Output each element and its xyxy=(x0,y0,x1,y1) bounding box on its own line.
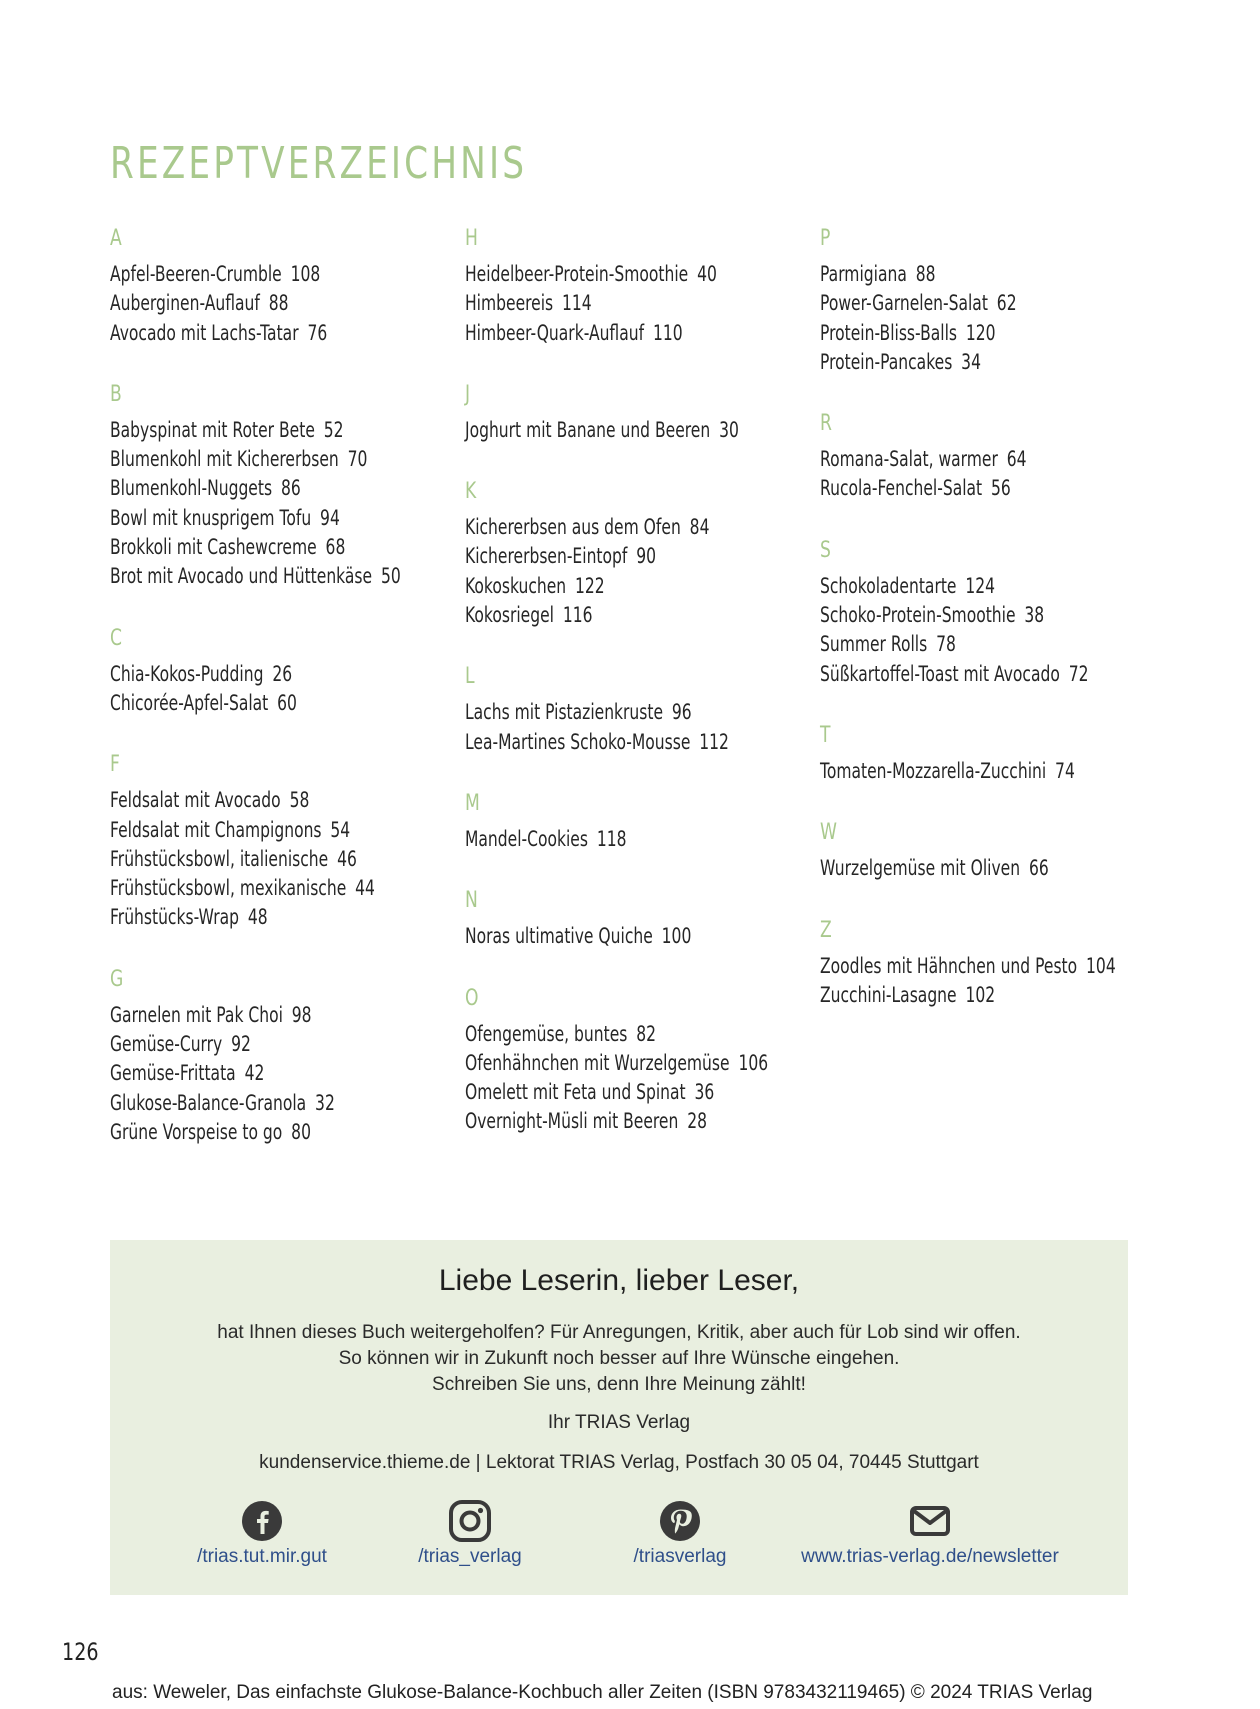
recipe-page: 38 xyxy=(1024,603,1045,628)
recipe-name: Protein-Bliss-Balls xyxy=(820,320,957,345)
index-section xyxy=(465,660,805,757)
recipe-page: 110 xyxy=(652,320,683,345)
recipe-page: 46 xyxy=(337,846,357,871)
recipe-page: 74 xyxy=(1055,758,1075,783)
recipe-page: 120 xyxy=(965,320,996,345)
recipe-page: 40 xyxy=(697,262,717,286)
section-letter: Z xyxy=(820,917,832,943)
section-letter: G xyxy=(110,966,124,992)
recipe-page: 44 xyxy=(355,876,375,901)
recipe-name: Bowl mit knusprigem Tofu xyxy=(110,505,312,530)
recipe-name: Grüne Vorspeise to go xyxy=(110,1119,283,1144)
index-section xyxy=(820,719,1160,786)
index-section xyxy=(465,222,805,348)
recipe-page: 116 xyxy=(562,603,593,628)
recipe-page: 28 xyxy=(687,1109,708,1134)
recipe-name: Zucchini-Lasagne xyxy=(820,982,957,1007)
index-section xyxy=(465,378,805,445)
index-section xyxy=(465,475,805,630)
recipe-name: Süßkartoffel-Toast mit Avocado xyxy=(820,661,1060,686)
info-line: So können wir in Zukunft noch besser auf Ihre Wünsche eingehen. xyxy=(338,1348,900,1369)
recipe-entry xyxy=(110,1118,362,1147)
recipe-name: Omelett mit Feta und Spinat xyxy=(465,1080,686,1105)
recipe-entry xyxy=(110,562,401,591)
recipe-page: 30 xyxy=(719,417,739,442)
recipe-page: 62 xyxy=(996,291,1017,316)
recipe-entry xyxy=(110,319,362,348)
recipe-page: 96 xyxy=(671,700,692,725)
index-section xyxy=(110,222,450,348)
recipe-name: Ofenhähnchen mit Wurzelgemüse xyxy=(465,1050,730,1075)
recipe-page: 32 xyxy=(315,1090,335,1115)
recipe-page: 26 xyxy=(272,661,293,686)
recipe-page: 94 xyxy=(320,505,340,530)
index-section xyxy=(465,982,805,1137)
recipe-page: 122 xyxy=(575,573,605,598)
section-letter: M xyxy=(465,790,480,816)
recipe-name: Joghurt mit Banane und Beeren xyxy=(465,417,711,442)
recipe-name: Frühstücksbowl, italienische xyxy=(110,846,329,871)
index-section xyxy=(110,748,450,932)
recipe-entry xyxy=(465,319,717,348)
recipe-page: 80 xyxy=(291,1119,311,1144)
recipe-entry xyxy=(465,1020,717,1049)
recipe-name: Kichererbsen aus dem Ofen xyxy=(465,515,681,540)
recipe-entry xyxy=(110,903,362,932)
recipe-entry xyxy=(110,816,362,845)
mail-icon xyxy=(909,1500,951,1542)
recipe-page: 54 xyxy=(330,817,351,842)
recipe-entry xyxy=(110,445,368,474)
recipe-entry xyxy=(820,952,1116,981)
recipe-entry xyxy=(110,660,362,689)
recipe-entry xyxy=(110,845,362,874)
recipe-name: Kichererbsen-Eintopf xyxy=(465,544,628,569)
info-signature: Ihr TRIAS Verlag xyxy=(547,1412,691,1433)
recipe-entry xyxy=(820,630,1072,659)
recipe-entry xyxy=(820,981,1072,1010)
recipe-entry xyxy=(465,542,717,571)
recipe-page: 112 xyxy=(699,729,729,754)
recipe-name: Himbeereis xyxy=(465,291,554,316)
recipe-entry xyxy=(820,601,1072,630)
newsletter-link[interactable]: www.trias-verlag.de/newsletter xyxy=(801,1546,1059,1567)
recipe-entry xyxy=(820,474,1072,503)
recipe-name: Brot mit Avocado und Hüttenkäse xyxy=(110,564,373,589)
instagram-icon xyxy=(449,1500,491,1542)
social-newsletter[interactable] xyxy=(780,1500,1080,1568)
recipe-entry xyxy=(465,260,717,289)
recipe-entry xyxy=(110,260,362,289)
pinterest-link[interactable]: /triasverlag xyxy=(633,1546,727,1567)
recipe-name: Chicorée-Apfel-Salat xyxy=(110,690,269,715)
section-letter: T xyxy=(820,722,831,748)
recipe-name: Romana-Salat, warmer xyxy=(820,447,998,472)
recipe-entry xyxy=(110,474,362,503)
recipe-name: Kokoskuchen xyxy=(465,573,567,598)
recipe-entry xyxy=(110,1059,362,1088)
recipe-entry xyxy=(465,513,717,542)
recipe-entry xyxy=(465,416,739,445)
recipe-entry xyxy=(465,728,729,757)
recipe-entry xyxy=(820,445,1072,474)
info-line: Schreiben Sie uns, denn Ihre Meinung zählt! xyxy=(432,1374,806,1395)
recipe-name: Schoko-Protein-Smoothie xyxy=(820,603,1016,628)
recipe-page: 66 xyxy=(1028,856,1049,881)
index-section xyxy=(820,816,1160,883)
index-section xyxy=(110,622,450,719)
recipe-name: Chia-Kokos-Pudding xyxy=(110,661,264,686)
recipe-name: Rucola-Fenchel-Salat xyxy=(820,476,983,501)
recipe-entry xyxy=(465,922,717,951)
recipe-name: Mandel-Cookies xyxy=(465,826,588,851)
recipe-page: 50 xyxy=(380,564,401,589)
recipe-name: Frühstücks-Wrap xyxy=(110,905,240,930)
recipe-entry xyxy=(465,289,717,318)
section-letter: J xyxy=(465,381,471,407)
recipe-name: Apfel-Beeren-Crumble xyxy=(110,262,282,286)
recipe-name: Garnelen mit Pak Choi xyxy=(110,1002,283,1027)
recipe-name: Summer Rolls xyxy=(820,632,928,657)
index-section xyxy=(820,914,1160,1011)
recipe-entry xyxy=(110,786,362,815)
recipe-entry xyxy=(110,1089,362,1118)
recipe-entry xyxy=(465,601,717,630)
recipe-entry xyxy=(465,572,717,601)
recipe-entry xyxy=(465,1049,769,1078)
recipe-name: Himbeer-Quark-Auflauf xyxy=(465,320,645,345)
section-letter: A xyxy=(110,226,122,251)
recipe-name: Brokkoli mit Cashewcreme xyxy=(110,535,317,560)
index-column-2 xyxy=(465,222,805,1167)
recipe-entry xyxy=(820,348,1072,377)
index-column-1 xyxy=(110,222,450,1177)
recipe-name: Schokoladentarte xyxy=(820,573,957,598)
recipe-page: 60 xyxy=(277,690,297,715)
recipe-page: 88 xyxy=(915,262,936,286)
recipe-name: Feldsalat mit Avocado xyxy=(110,788,281,813)
recipe-entry xyxy=(820,660,1089,689)
recipe-entry xyxy=(110,689,362,718)
recipe-name: Frühstücksbowl, mexikanische xyxy=(110,876,347,901)
recipe-entry xyxy=(110,533,362,562)
recipe-page: 90 xyxy=(636,544,657,569)
index-section xyxy=(465,787,805,854)
recipe-entry xyxy=(820,854,1072,883)
recipe-page: 100 xyxy=(661,924,692,949)
index-section xyxy=(110,378,450,592)
recipe-entry xyxy=(820,319,1072,348)
social-pinterest[interactable] xyxy=(580,1500,780,1568)
recipe-page: 56 xyxy=(991,476,1011,501)
recipe-entry xyxy=(110,1030,362,1059)
recipe-entry xyxy=(820,572,1072,601)
recipe-page: 52 xyxy=(323,417,344,442)
recipe-entry xyxy=(465,698,717,727)
recipe-name: Glukose-Balance-Granola xyxy=(110,1090,307,1115)
recipe-entry xyxy=(465,1078,717,1107)
recipe-entry xyxy=(820,289,1072,318)
recipe-name: Auberginen-Auflauf xyxy=(110,291,260,316)
recipe-page: 92 xyxy=(231,1032,251,1057)
recipe-name: Wurzelgemüse mit Oliven xyxy=(820,856,1021,881)
recipe-name: Heidelbeer-Protein-Smoothie xyxy=(465,262,689,286)
info-text xyxy=(110,1320,1128,1398)
facebook-link[interactable]: /trias.tut.mir.gut xyxy=(197,1546,327,1567)
recipe-entry xyxy=(820,757,1075,786)
section-letter: H xyxy=(465,226,478,251)
recipe-name: Lachs mit Pistazienkruste xyxy=(465,700,664,725)
recipe-name: Babyspinat mit Roter Bete xyxy=(110,417,315,442)
recipe-name: Power-Garnelen-Salat xyxy=(820,291,988,316)
recipe-name: Lea-Martines Schoko-Mousse xyxy=(465,729,691,754)
index-section xyxy=(820,407,1160,504)
recipe-entry xyxy=(110,289,362,318)
recipe-name: Blumenkohl mit Kichererbsen xyxy=(110,447,339,472)
recipe-page: 64 xyxy=(1006,447,1027,472)
index-section xyxy=(820,534,1160,689)
recipe-entry xyxy=(465,1107,717,1136)
recipe-name: Ofengemüse, buntes xyxy=(465,1021,628,1046)
recipe-entry xyxy=(110,874,375,903)
index-section xyxy=(820,222,1160,377)
recipe-page: 70 xyxy=(347,447,368,472)
recipe-page: 76 xyxy=(307,320,328,345)
recipe-name: Avocado mit Lachs-Tatar xyxy=(110,320,299,345)
recipe-name: Gemüse-Frittata xyxy=(110,1061,236,1086)
recipe-page: 58 xyxy=(289,788,310,813)
page-title: REZEPTVERZEICHNIS xyxy=(110,138,528,189)
facebook-icon xyxy=(241,1500,283,1542)
recipe-name: Kokosriegel xyxy=(465,603,554,628)
info-line: hat Ihnen dieses Buch weitergeholfen? Für Anregungen, Kritik, aber auch für Lob sind wir offen. xyxy=(217,1322,1021,1343)
index-column-3 xyxy=(820,222,1160,1040)
recipe-page: 72 xyxy=(1068,661,1089,686)
recipe-page: 48 xyxy=(247,905,268,930)
recipe-name: Zoodles mit Hähnchen und Pesto xyxy=(820,953,1078,978)
recipe-page: 86 xyxy=(280,476,301,501)
recipe-entry xyxy=(465,825,717,854)
recipe-page: 108 xyxy=(290,262,321,286)
section-letter: R xyxy=(820,411,832,437)
pinterest-icon xyxy=(659,1500,701,1542)
recipe-name: Tomaten-Mozzarella-Zucchini xyxy=(820,758,1047,783)
recipe-page: 68 xyxy=(325,535,346,560)
recipe-page: 106 xyxy=(738,1050,769,1075)
index-section xyxy=(465,884,805,951)
instagram-link[interactable]: /trias_verlag xyxy=(418,1546,522,1567)
recipe-entry xyxy=(110,416,362,445)
recipe-name: Blumenkohl-Nuggets xyxy=(110,476,273,501)
recipe-page: 118 xyxy=(596,826,627,851)
social-instagram[interactable] xyxy=(370,1500,570,1568)
recipe-name: Feldsalat mit Champignons xyxy=(110,817,322,842)
recipe-page: 124 xyxy=(965,573,996,598)
reader-info-box xyxy=(110,1240,1128,1595)
social-facebook[interactable] xyxy=(152,1500,372,1568)
recipe-page: 78 xyxy=(936,632,956,657)
recipe-entry xyxy=(110,1001,362,1030)
section-letter: P xyxy=(820,226,831,251)
info-heading: Liebe Leserin, lieber Leser, xyxy=(438,1264,800,1297)
section-letter: B xyxy=(110,381,122,407)
recipe-name: Noras ultimative Quiche xyxy=(465,924,653,949)
recipe-page: 84 xyxy=(689,515,710,540)
recipe-name: Parmigiana xyxy=(820,262,907,286)
section-letter: S xyxy=(820,537,831,563)
recipe-page: 98 xyxy=(291,1002,312,1027)
recipe-page: 114 xyxy=(562,291,592,316)
info-address: kundenservice.thieme.de | Lektorat TRIAS Verlag, Postfach 30 05 04, 70445 Stuttgart xyxy=(259,1452,979,1473)
recipe-page: 34 xyxy=(961,349,981,374)
page-number: 126 xyxy=(62,1638,99,1666)
section-letter: O xyxy=(465,985,479,1011)
recipe-page: 36 xyxy=(694,1080,715,1105)
section-letter: W xyxy=(820,820,837,846)
recipe-page: 104 xyxy=(1086,953,1116,978)
section-letter: N xyxy=(465,888,478,914)
recipe-page: 82 xyxy=(636,1021,657,1046)
recipe-name: Protein-Pancakes xyxy=(820,349,953,374)
recipe-page: 102 xyxy=(965,982,996,1007)
recipe-page: 88 xyxy=(268,291,289,316)
section-letter: L xyxy=(465,664,475,690)
recipe-name: Gemüse-Curry xyxy=(110,1032,223,1057)
section-letter: F xyxy=(110,752,120,778)
recipe-entry xyxy=(820,260,1072,289)
recipe-page: 42 xyxy=(244,1061,265,1086)
section-letter: K xyxy=(465,479,477,505)
section-letter: C xyxy=(110,625,122,651)
recipe-entry xyxy=(110,504,362,533)
recipe-name: Overnight-Müsli mit Beeren xyxy=(465,1109,679,1134)
source-footer: aus: Weweler, Das einfachste Glukose-Balance-Kochbuch aller Zeiten (ISBN 9783432119465) © 2024 TRIAS Verlag xyxy=(112,1682,1093,1703)
index-section xyxy=(110,963,450,1147)
